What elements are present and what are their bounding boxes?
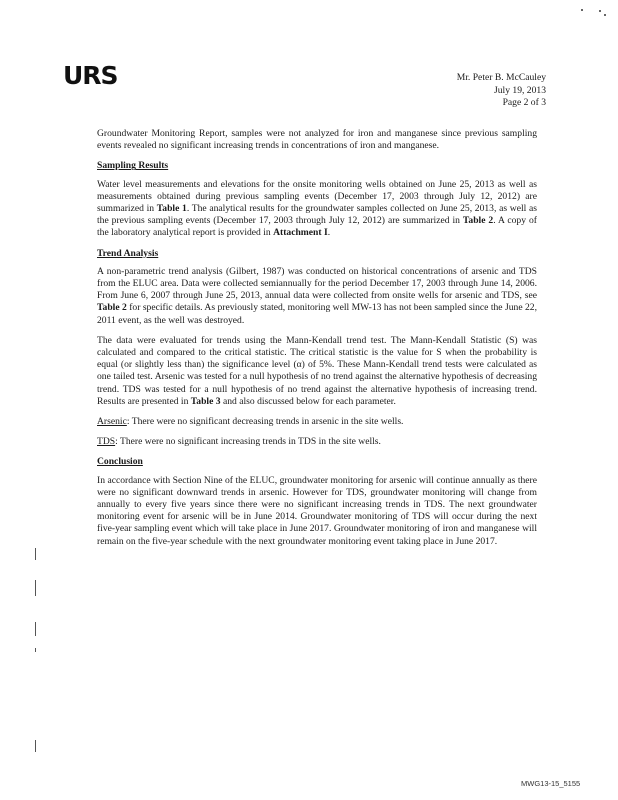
- sampling-results-heading: Sampling Results: [97, 160, 169, 172]
- address-block: [457, 72, 546, 110]
- margin-mark: [35, 548, 36, 560]
- scan-speck: [604, 14, 606, 16]
- letter-body: [97, 128, 537, 556]
- margin-mark: [35, 580, 36, 596]
- margin-mark: [35, 740, 36, 752]
- letter-date: July 19, 2013: [494, 84, 546, 96]
- page-number: Page 2 of 3: [502, 97, 546, 108]
- intro-paragraph: Groundwater Monitoring Report, samples were not analyzed for iron and manganese since previous sampling events revealed no significant increasing trends in concentrations of iron and manganese.: [97, 128, 537, 152]
- trend-paragraph-2: The data were evaluated for trends using the Mann-Kendall trend test. The Mann-Kendall Statistic (S) was calculated and compared to the critical statistic. The critical statistic is the value for S when the probability is equal (or slightly less than) the significance level (α) of 5%. These Mann-Kendall trend tests were calculated as one tailed test. Arsenic was tested for a null hypothesis of no trend against the alternative hypothesis of decreasing trend. TDS was tested for a null hypothesis of no trend against the alternative hypothesis of increasing trend. Results are presented in Table 3 and also discussed below for each parameter.: [97, 334, 537, 407]
- trend-paragraph-1: A non-parametric trend analysis (Gilbert, 1987) was conducted on historical concentrations of arsenic and TDS from the ELUC area. Data were collected semiannually for the period December 17, 2003 through June 14, 2006. From June 6, 2007 through June 25, 2013, annual data were collected from onsite wells for arsenic and TDS, see Table 2 for specific details. As previously stated, monitoring well MW-13 has not been sampled since the June 22, 2011 event, as the well was destroyed.: [97, 265, 537, 326]
- margin-mark: [35, 622, 36, 636]
- sampling-paragraph: Water level measurements and elevations for the onsite monitoring wells obtained on June 25, 2013 as well as measurements obtained during previous sampling events (December 17, 2003 through July 12, 2012) are summarized in Table 1. The analytical results for the groundwater samples collected on June 25, 2013, as well as the previous sampling events (December 17, 2003 through July 12, 2012) are summarized in Table 2. A copy of the laboratory analytical report is provided in Attachment I.: [97, 178, 537, 239]
- margin-mark: [35, 648, 36, 652]
- trend-analysis-heading: Trend Analysis: [97, 247, 159, 259]
- recipient-name: Mr. Peter B. McCauley: [456, 72, 546, 83]
- urs-logo: URS: [63, 61, 118, 90]
- conclusion-heading: Conclusion: [97, 456, 143, 468]
- scan-speck: [599, 10, 601, 12]
- arsenic-result: Arsenic: There were no significant decreasing trends in arsenic in the site wells.: [97, 416, 404, 428]
- scan-speck: [581, 9, 583, 11]
- bates-number: MWG13-15_5155: [521, 779, 581, 788]
- tds-result: TDS: There were no significant increasing trends in TDS in the site wells.: [97, 436, 381, 448]
- conclusion-paragraph: In accordance with Section Nine of the ELUC, groundwater monitoring for arsenic will continue annually as there were no significant downward trends in arsenic. However for TDS, groundwater monitoring will change from annually to every five years since there were no significant increasing trends in TDS. The next groundwater monitoring event for arsenic will be in June 2014. Groundwater monitoring of TDS will occur during the next five-year sampling event which will take place in June 2017. Groundwater monitoring of iron and manganese will remain on the five-year schedule with the next groundwater monitoring event taking place in June 2017.: [97, 474, 537, 547]
